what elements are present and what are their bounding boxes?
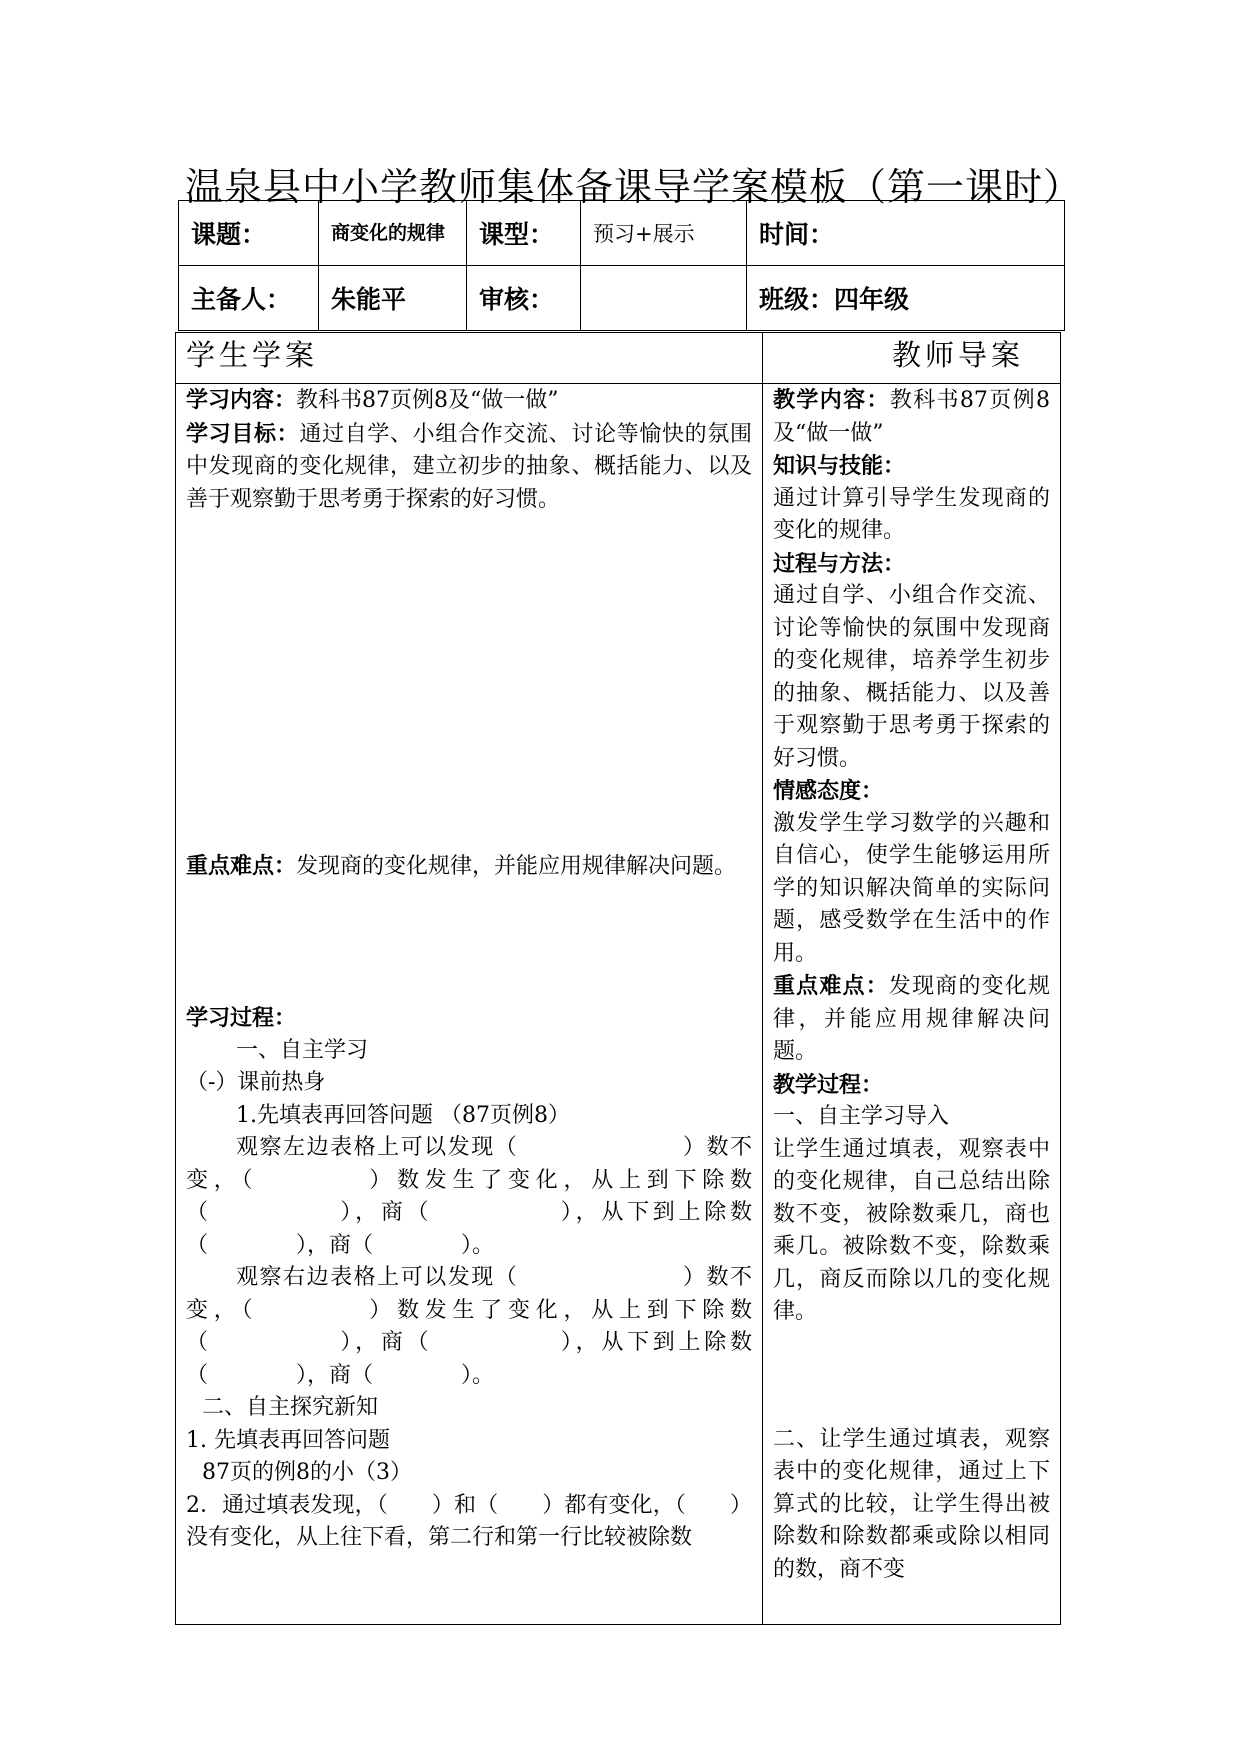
teacher-step-1-text: 让学生通过填表，观察表中的变化规律，自己总结出除数不变，被除数乘几，商也乘几。被除数不变，除数乘几，商反而除以几的变化规律。 xyxy=(773,1136,1050,1324)
skill-label: 知识与技能： xyxy=(773,453,906,479)
time-label: 时间： xyxy=(759,220,835,249)
topic-value: 商变化的规律 xyxy=(331,222,446,244)
emotion-text: 激发学生学习数学的兴趣和自信心，使学生能够运用所学的知识解决简单的实际问题，感受数学在生活中的作用。 xyxy=(773,810,1050,966)
section-2b: 87页的例8的小（3） xyxy=(202,1460,412,1485)
method-label: 过程与方法： xyxy=(773,550,906,577)
right-table-question: 观察右边表格上可以发现（ ）数不变，（ ）数发生了变化，从上到下除数（ ），商（ ），从下到上除数（ ），商（ ）。 xyxy=(186,1265,752,1388)
section-2c: 2．通过填表发现，（ ）和（ ）都有变化，（ ）没有变化，从上往下看，第二行和第一行比较被除数 xyxy=(186,1492,752,1550)
student-heading: 学生学案 xyxy=(176,333,763,384)
student-key: 重点难点：发现商的变化规律，并能应用规律解决问题。 xyxy=(186,853,737,879)
review-value xyxy=(581,266,747,331)
review-label: 审核： xyxy=(479,285,555,314)
header-table xyxy=(178,200,1065,331)
section-1a1: 1.先填表再回答问题 （87页例8） xyxy=(236,1102,570,1128)
skill-text: 通过计算引导学生发现商的变化的规律。 xyxy=(773,485,1050,543)
student-goal: 学习目标：通过自学、小组合作交流、讨论等愉快的氛围中发现商的变化规律，建立初步的抽象、概括能力、以及善于观察勤于思考勇于探索的好习惯。 xyxy=(186,420,752,512)
student-process-label: 学习过程： xyxy=(186,1005,297,1031)
teacher-key: 重点难点：发现商的变化规律，并能应用规律解决问题。 xyxy=(773,973,1050,1064)
teacher-process-label: 教学过程： xyxy=(773,1071,884,1098)
type-label: 课型： xyxy=(479,220,555,249)
teacher-step-2-text: 二、让学生通过填表，观察表中的变化规律，通过上下算式的比较，让学生得出被除数和除数都乘或除以相同的数，商不变 xyxy=(773,1426,1050,1582)
section-1a: （-）课前热身 xyxy=(186,1070,326,1095)
teacher-content: 教学内容：教科书87页例8及“做一做” xyxy=(773,387,1050,446)
method-text: 通过自学、小组合作交流、讨论等愉快的氛围中发现商的变化规律，培养学生初步的抽象、概括能力、以及善于观察勤于思考勇于探索的好习惯。 xyxy=(773,583,1050,771)
section-1: 一、自主学习 xyxy=(236,1037,369,1063)
lead-value: 朱能平 xyxy=(331,285,407,314)
lead-label: 主备人： xyxy=(191,285,292,314)
topic-label: 课题： xyxy=(191,220,267,249)
section-2a: 1. 先填表再回答问题 xyxy=(186,1427,390,1453)
student-content: 学习内容：教科书87页例8及“做一做” xyxy=(186,387,559,413)
left-table-question: 观察左边表格上可以发现（ ）数不变，（ ）数发生了变化，从上到下除数（ ），商（ ），从下到上除数（ ），商（ ）。 xyxy=(186,1135,752,1258)
teacher-column xyxy=(763,384,1061,1625)
page-title: 温泉县中小学教师集体备课导学案模板（第一课时） xyxy=(185,165,1083,209)
section-2: 二、自主探究新知 xyxy=(202,1395,379,1420)
main-table xyxy=(175,332,1061,1625)
teacher-step-1: 一、自主学习导入 xyxy=(773,1104,950,1129)
emotion-label: 情感态度： xyxy=(773,778,884,804)
teacher-heading: 教师导案 xyxy=(763,333,1061,384)
type-value: 预习+展示 xyxy=(593,222,695,246)
student-column xyxy=(176,384,763,1625)
class-label: 班级：四年级 xyxy=(759,285,910,314)
